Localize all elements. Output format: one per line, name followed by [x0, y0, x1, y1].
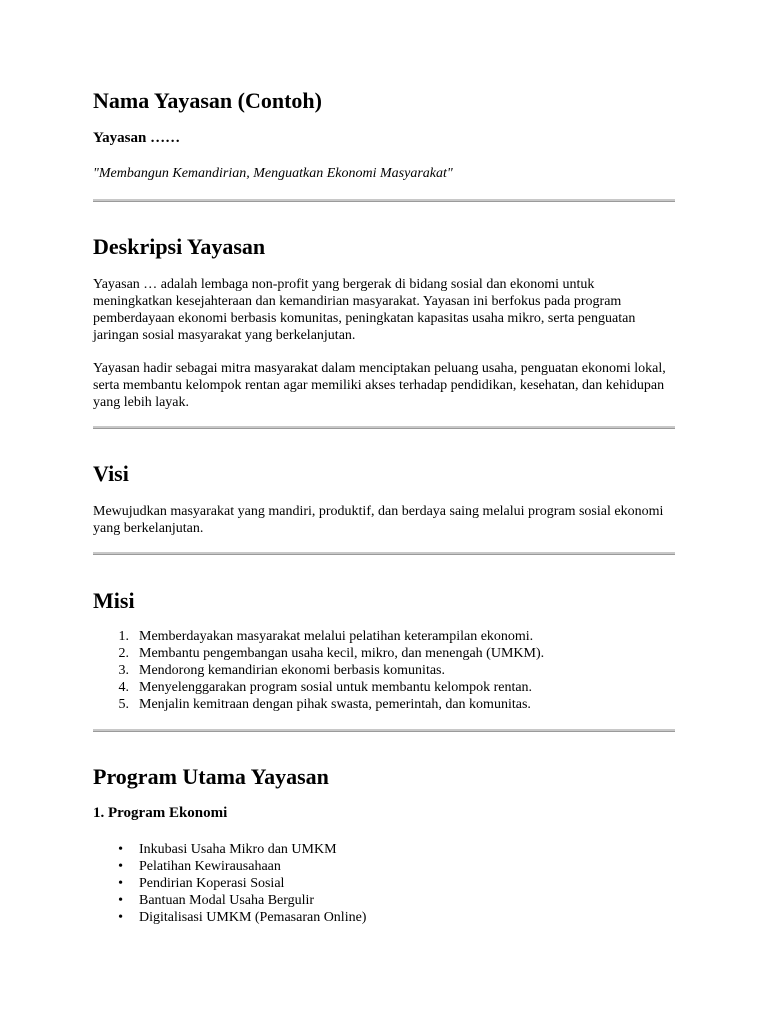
program-subheading: 1. Program Ekonomi [93, 805, 228, 821]
divider [93, 426, 675, 429]
section-title-program: Program Utama Yayasan [93, 764, 329, 789]
list-number: 2. [118, 646, 129, 661]
program-item-text: Pendirian Koperasi Sosial [139, 876, 285, 891]
list-number: 3. [118, 663, 129, 678]
misi-item [93, 645, 544, 662]
tagline: "Membangun Kemandirian, Menguatkan Ekonomi Masyarakat" [93, 166, 453, 181]
misi-item-text: Menyelenggarakan program sosial untuk membantu kelompok rentan. [139, 680, 533, 695]
divider [93, 552, 675, 555]
bullet-icon: • [118, 876, 123, 891]
misi-item [93, 662, 544, 679]
bullet-icon: • [118, 842, 123, 857]
document-title: Nama Yayasan (Contoh) [93, 88, 322, 113]
misi-list [93, 628, 544, 713]
misi-item-text: Menjalin kemitraan dengan pihak swasta, pemerintah, dan komunitas. [139, 697, 531, 712]
bullet-icon: • [118, 859, 123, 874]
divider [93, 199, 675, 202]
program-item-text: Digitalisasi UMKM (Pemasaran Online) [139, 910, 367, 925]
program-item [93, 858, 366, 875]
program-item [93, 909, 366, 926]
visi-text: Mewujudkan masyarakat yang mandiri, produktif, dan berdaya saing melalui program sosial ekonomi yang berkelanjutan. [93, 504, 664, 536]
deskripsi-paragraph-2: Yayasan hadir sebagai mitra masyarakat dalam menciptakan peluang usaha, penguatan ekonomi lokal, serta membantu kelompok rentan agar memiliki akses terhadap pendidikan, kesehatan, dan kehidupan yang lebih layak. [93, 361, 666, 410]
foundation-name: Yayasan …… [93, 130, 181, 146]
list-number: 1. [118, 629, 129, 644]
program-item [93, 841, 366, 858]
misi-item [93, 679, 544, 696]
list-number: 4. [118, 680, 129, 695]
section-title-visi: Visi [93, 461, 129, 486]
divider [93, 729, 675, 732]
section-title-misi: Misi [93, 588, 135, 613]
program-item-text: Inkubasi Usaha Mikro dan UMKM [139, 842, 337, 857]
program-item-text: Bantuan Modal Usaha Bergulir [139, 893, 315, 908]
misi-item [93, 628, 544, 645]
program-item [93, 875, 366, 892]
misi-item-text: Mendorong kemandirian ekonomi berbasis komunitas. [139, 663, 445, 678]
program-item [93, 892, 366, 909]
list-number: 5. [118, 697, 129, 712]
program-item-text: Pelatihan Kewirausahaan [139, 859, 281, 874]
program-list [93, 841, 366, 926]
misi-item-text: Membantu pengembangan usaha kecil, mikro, dan menengah (UMKM). [139, 646, 545, 661]
misi-item [93, 696, 544, 713]
deskripsi-paragraph-1: Yayasan … adalah lembaga non-profit yang bergerak di bidang sosial dan ekonomi untuk meningkatkan kesejahteraan dan kemandirian masyarakat. Yayasan ini berfokus pada program pemberdayaan ekonomi berbasis komunitas, peningkatan kapasitas usaha mikro, serta penguatan jaringan sosial masyarakat yang berkelanjutan. [93, 277, 636, 343]
misi-item-text: Memberdayakan masyarakat melalui pelatihan keterampilan ekonomi. [139, 629, 534, 644]
bullet-icon: • [118, 910, 123, 925]
section-title-deskripsi: Deskripsi Yayasan [93, 234, 266, 259]
bullet-icon: • [118, 893, 123, 908]
